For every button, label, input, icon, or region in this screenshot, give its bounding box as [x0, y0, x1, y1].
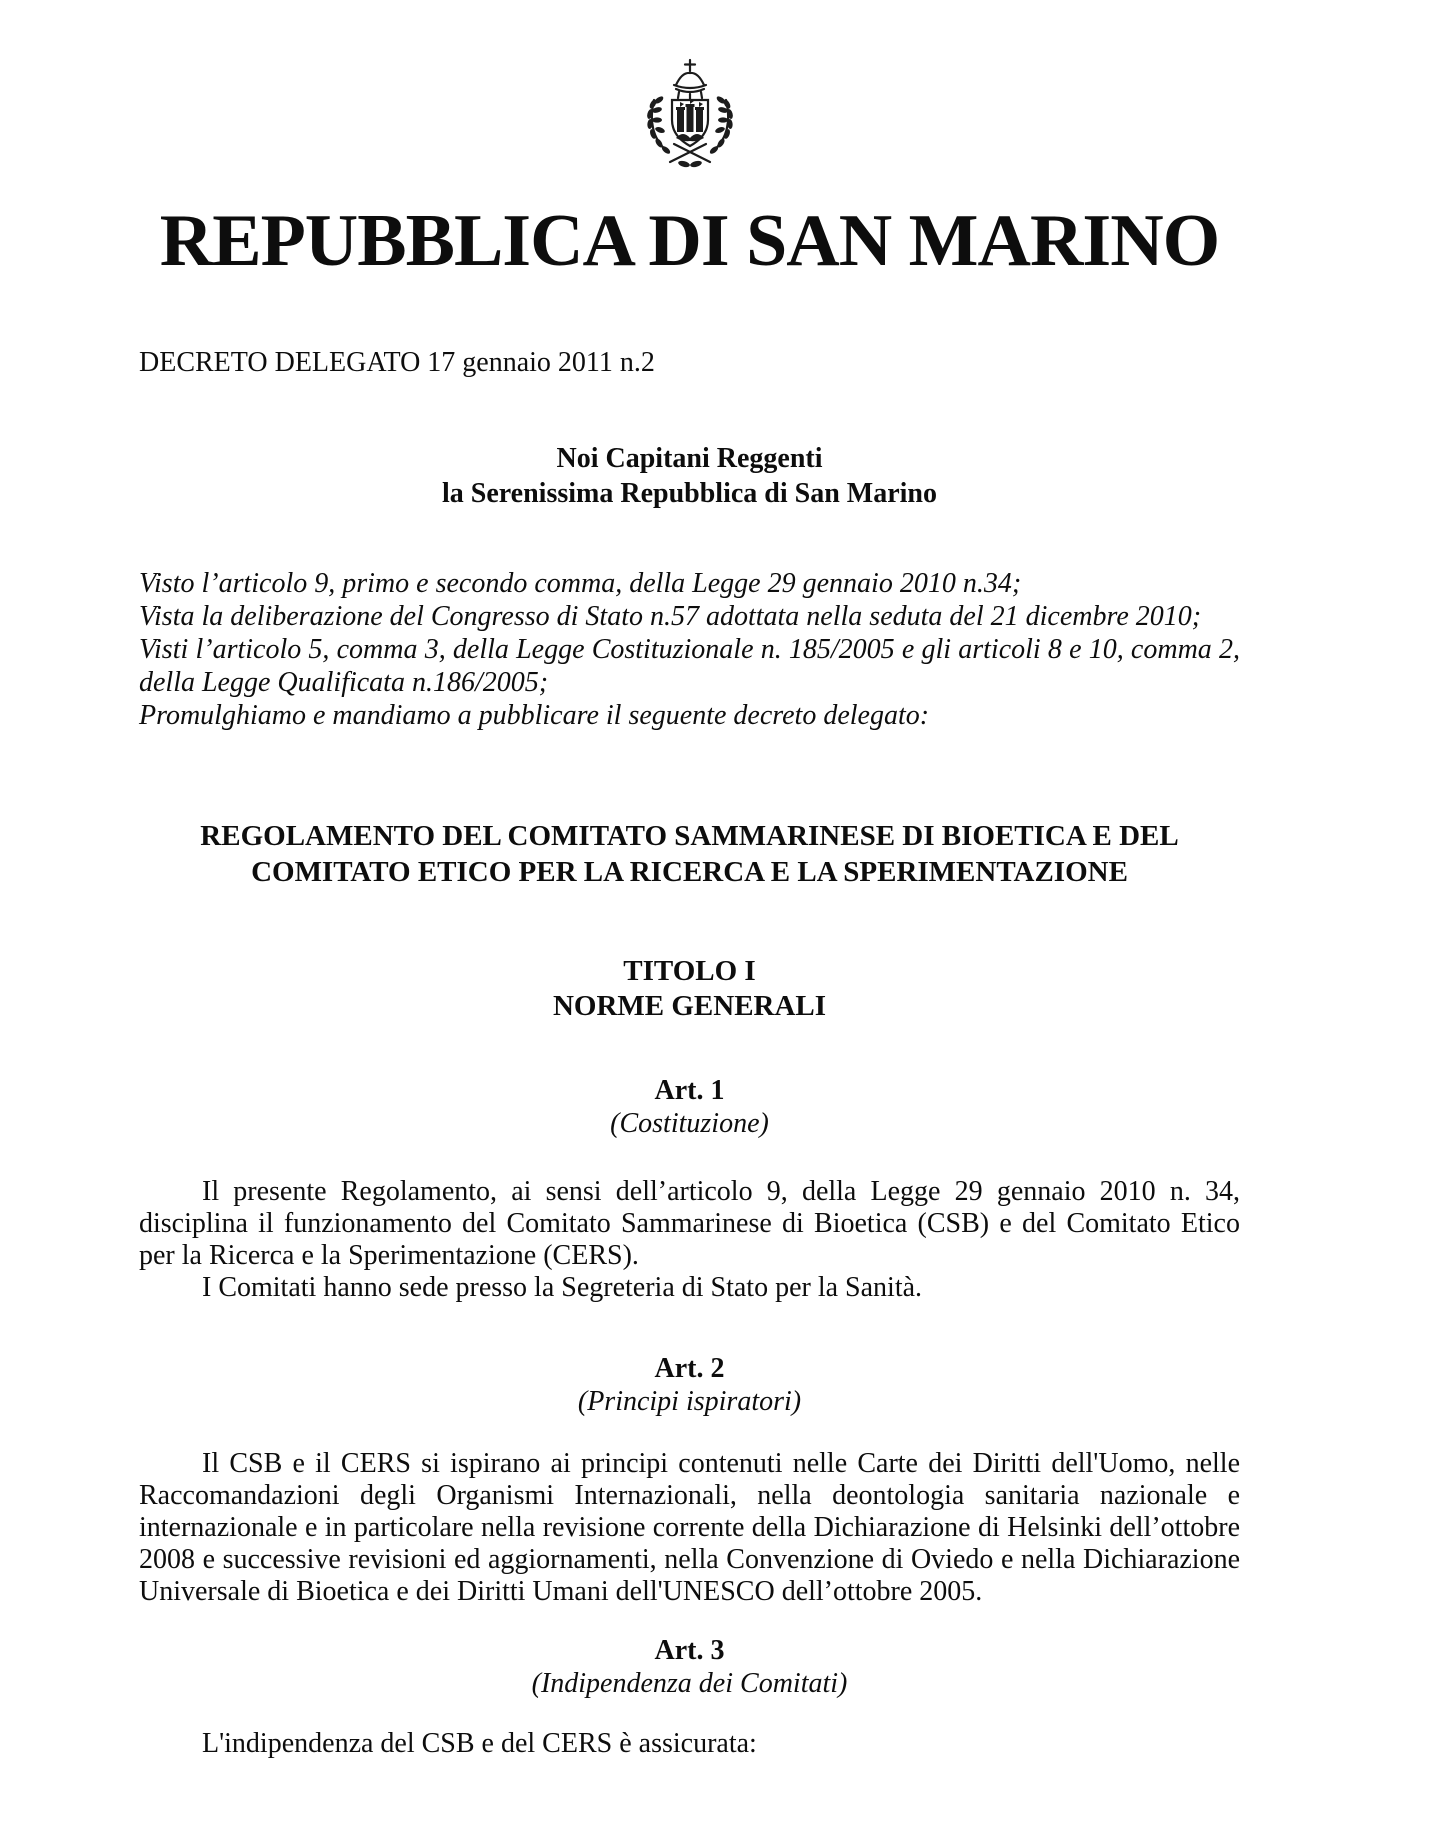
article-2-subtitle: (Principi ispiratori) — [577, 1386, 802, 1417]
recital-promulgation: Promulghiamo e mandiamo a pubblicare il seguente decreto delegato: — [139, 700, 930, 731]
article-1-number: Art. 1 — [654, 1075, 725, 1106]
authority-line-2: la Serenissima Repubblica di San Marino — [441, 478, 937, 509]
titolo-label: TITOLO I — [623, 955, 756, 987]
page-title: REPUBBLICA DI SAN MARINO — [159, 200, 1220, 282]
article-1-heading — [139, 1074, 1240, 1140]
article-2-number: Art. 2 — [654, 1353, 725, 1384]
document-header — [139, 58, 1240, 175]
article-3-heading — [139, 1634, 1240, 1700]
titolo-heading — [139, 954, 1240, 1024]
preamble-recitals — [139, 567, 1240, 732]
recital-visti-3: Visti l’articolo 5, comma 3, della Legge Costituzionale n. 185/2005 e gli articoli 8 e 10, comma 2, della Legge Qualificata n.186/2005; — [139, 634, 1240, 698]
article-2-heading — [139, 1352, 1240, 1418]
article-3-number: Art. 3 — [654, 1635, 725, 1666]
article-1-paragraph-1: Il presente Regolamento, ai sensi dell’articolo 9, della Legge 29 gennaio 2010 n. 34, disciplina il funzionamento del Comitato Sammarinese di Bioetica (CSB) e del Comitato Etico per la Ricerca e la Sperimentazione (CERS). — [139, 1176, 1240, 1271]
article-3-subtitle: (Indipendenza dei Comitati) — [531, 1668, 848, 1699]
regulation-title: REGOLAMENTO DEL COMITATO SAMMARINESE DI BIOETICA E DEL COMITATO ETICO PER LA RICERCA E LA SPERIMENTAZIONE — [200, 820, 1179, 888]
authority-line-1: Noi Capitani Reggenti — [556, 443, 823, 474]
article-2-paragraph-1: Il CSB e il CERS si ispirano ai principi contenuti nelle Carte dei Diritti dell'Uomo, nelle Raccomandazioni degli Organismi Internazionali, nella deontologia sanitaria nazionale e internazionale e in particolare nella revisione corrente della Dichiarazione di Helsinki dell’ottobre 2008 e successive revisioni ed aggiornamenti, nella Convenzione di Oviedo e nella Dichiarazione Universale di Bioetica e dei Diritti Umani dell'UNESCO dell’ottobre 2005. — [139, 1448, 1240, 1607]
decree-number-line: DECRETO DELEGATO 17 gennaio 2011 n.2 — [139, 347, 655, 378]
article-1-subtitle: (Costituzione) — [610, 1108, 769, 1139]
recital-vista-2: Vista la deliberazione del Congresso di Stato n.57 adottata nella seduta del 21 dicembre 2010; — [139, 601, 1202, 632]
article-3-paragraph-1: L'indipendenza del CSB e del CERS è assicurata: — [202, 1728, 757, 1759]
authority-heading — [139, 441, 1240, 511]
titolo-name: NORME GENERALI — [552, 990, 827, 1022]
recital-visto-1: Visto l’articolo 9, primo e secondo comma, della Legge 29 gennaio 2010 n.34; — [139, 568, 1022, 599]
article-1-paragraph-2: I Comitati hanno sede presso la Segreteria di Stato per la Sanità. — [202, 1272, 923, 1303]
san-marino-coat-of-arms-icon — [632, 157, 748, 174]
